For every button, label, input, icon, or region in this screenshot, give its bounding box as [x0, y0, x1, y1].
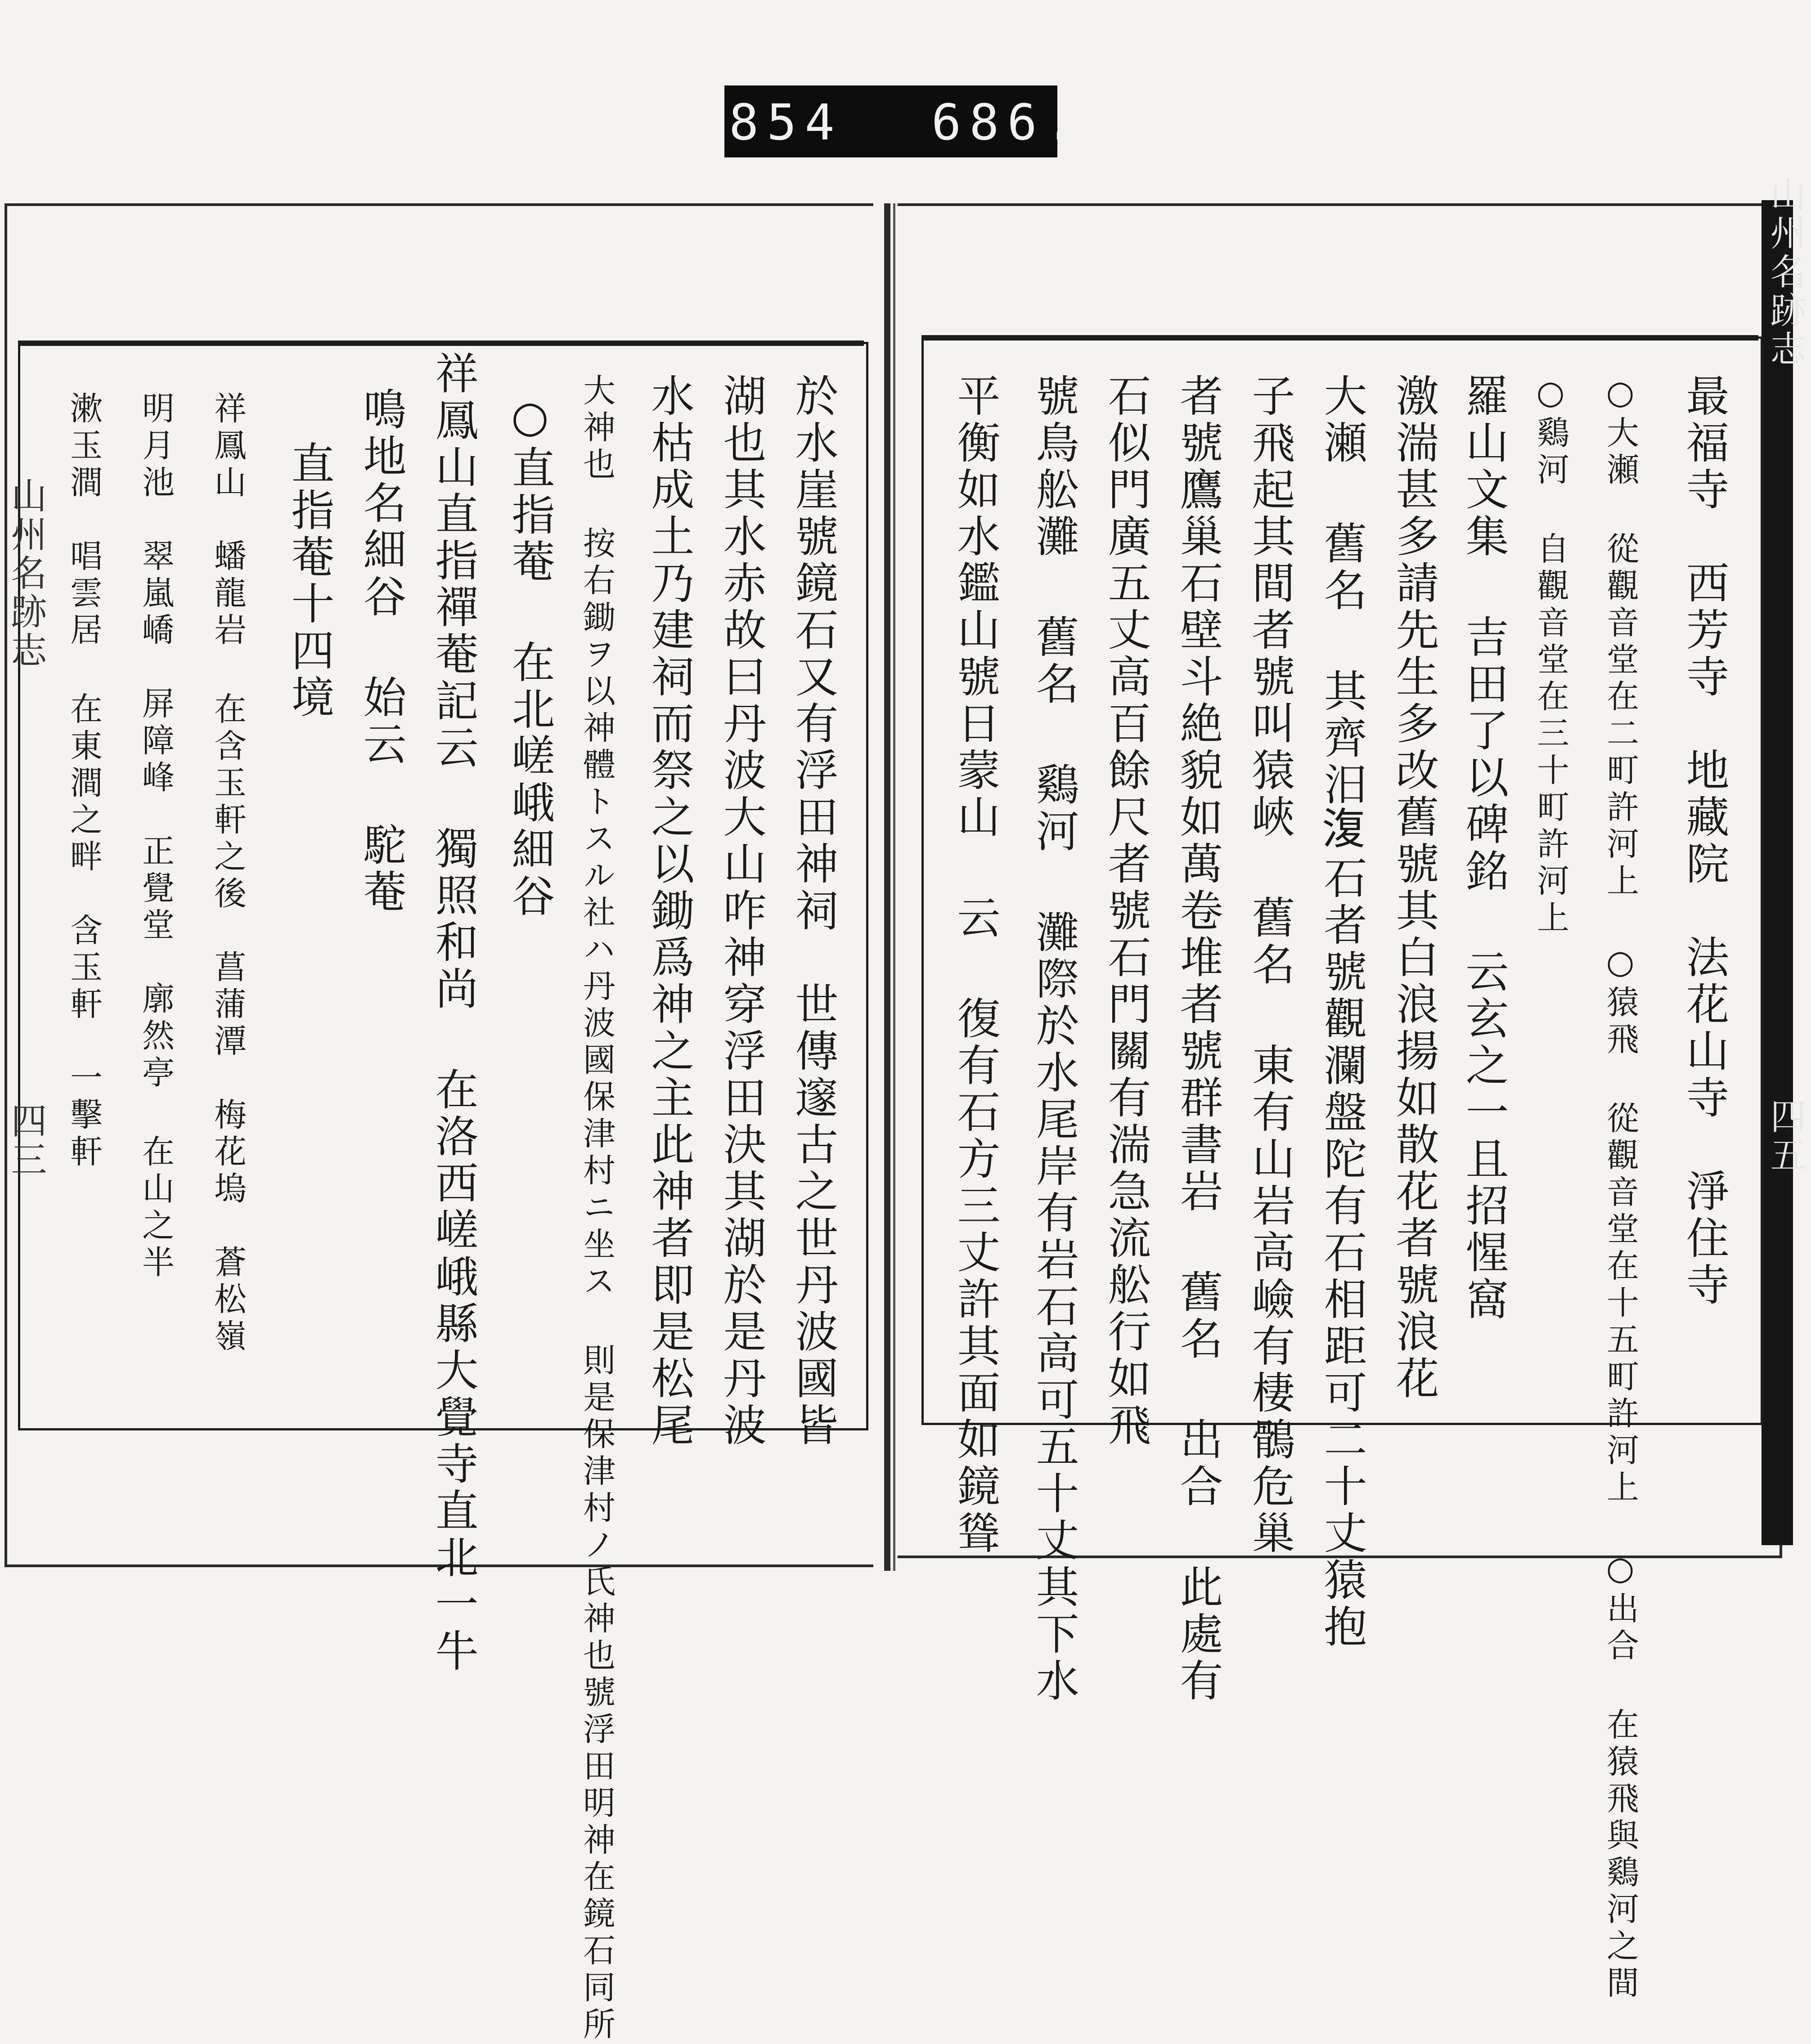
right-margin-title: 山州名跡志	[1764, 175, 1806, 369]
left-col-11: 漱玉澗 唱雲居 在東澗之畔 含玉軒 一擊軒	[65, 391, 103, 1171]
right-col-7: 子飛起其間者號叫猿峽 舊名 東有山岩高嶮有棲鶻危巢	[1245, 373, 1295, 1557]
left-col-4: 大神也 按右鋤ヲ以神體トスル社ハ丹波國保津村ニ坐ス 則是保津村ノ氏神也號浮田明神在鏡石同所	[578, 373, 616, 2044]
right-col-5: 激湍甚多請先生多改舊號其白浪揚如散花者號浪花	[1389, 373, 1439, 1403]
right-col-11: 平衡如水鑑山號日蒙山 云 復有石方三丈許其面如鏡聳	[950, 373, 1001, 1557]
catalog-number-plate	[724, 85, 1083, 157]
right-col-4: 羅山文集 吉田了以碑銘 云玄之一且招惺窩	[1459, 373, 1509, 1323]
left-col-3: 水枯成土乃建祠而祭之以鋤爲神之主此神者即是松尾	[644, 373, 695, 1449]
right-col-3: ○鷄河 自觀音堂在三十町許河上	[1532, 373, 1569, 937]
catalog-number-left: 854	[729, 94, 843, 151]
left-col-9: 祥鳳山 蟠龍岩 在含玉軒之後 菖蒲潭 梅花塢 蒼松嶺	[209, 391, 247, 1356]
left-col-5: ○直指菴 在北嵯峨細谷	[505, 391, 555, 920]
left-col-8: 直指菴十四境	[284, 441, 335, 722]
catalog-number-right: 686.	[931, 94, 1083, 151]
left-col-10: 明月池 翠嵐嶠 屏障峰 正覺堂 廓然亭 在山之半	[137, 391, 175, 1282]
right-top-rule	[921, 335, 1758, 341]
left-col-2: 湖也其水赤故曰丹波大山咋神穿浮田決其湖於是丹波	[716, 373, 767, 1449]
left-col-7: 鳴地名細谷 始云 駝菴	[356, 387, 407, 916]
gutter-line	[893, 203, 895, 1571]
right-col-9: 石似門廣五丈高百餘尺者號石門關有湍急流舩行如飛	[1101, 373, 1151, 1449]
right-col-6: 大瀬 舊名 其齊汨𣸪石者號觀瀾盤陀有石相距可二十丈猿抱	[1317, 373, 1367, 1651]
left-col-6: 祥鳳山直指禪菴記云 獨照和尚 在洛西嵯峨縣大覺寺直北一牛	[428, 351, 479, 1675]
left-margin-folio: 四三	[5, 1102, 47, 1179]
right-col-1: 最福寺 西芳寺 地藏院 法花山寺 淨住寺	[1679, 373, 1730, 1309]
right-col-2: ○大瀬 從觀音堂在二町許河上 ○猿飛 從觀音堂在十五町許河上 ○出合 在猿飛與鷄河之間	[1601, 373, 1639, 2003]
left-margin-title: 山州名跡志	[5, 477, 47, 670]
right-col-10: 號鳥舩灘 舊名 鷄河 灘際於水尾岸有岩石高可五十丈其下水	[1029, 373, 1079, 1705]
left-top-rule	[18, 341, 864, 346]
right-margin-folio: 四五	[1764, 1098, 1806, 1175]
left-col-1: 於水崖號鏡石又有浮田神祠 世傳邃古之世丹波國皆	[788, 373, 839, 1449]
right-col-8: 者號鷹巢石壁斗絶貌如萬卷堆者號群書岩 舊名 出合 此處有	[1173, 373, 1223, 1705]
book-spine	[884, 203, 890, 1571]
